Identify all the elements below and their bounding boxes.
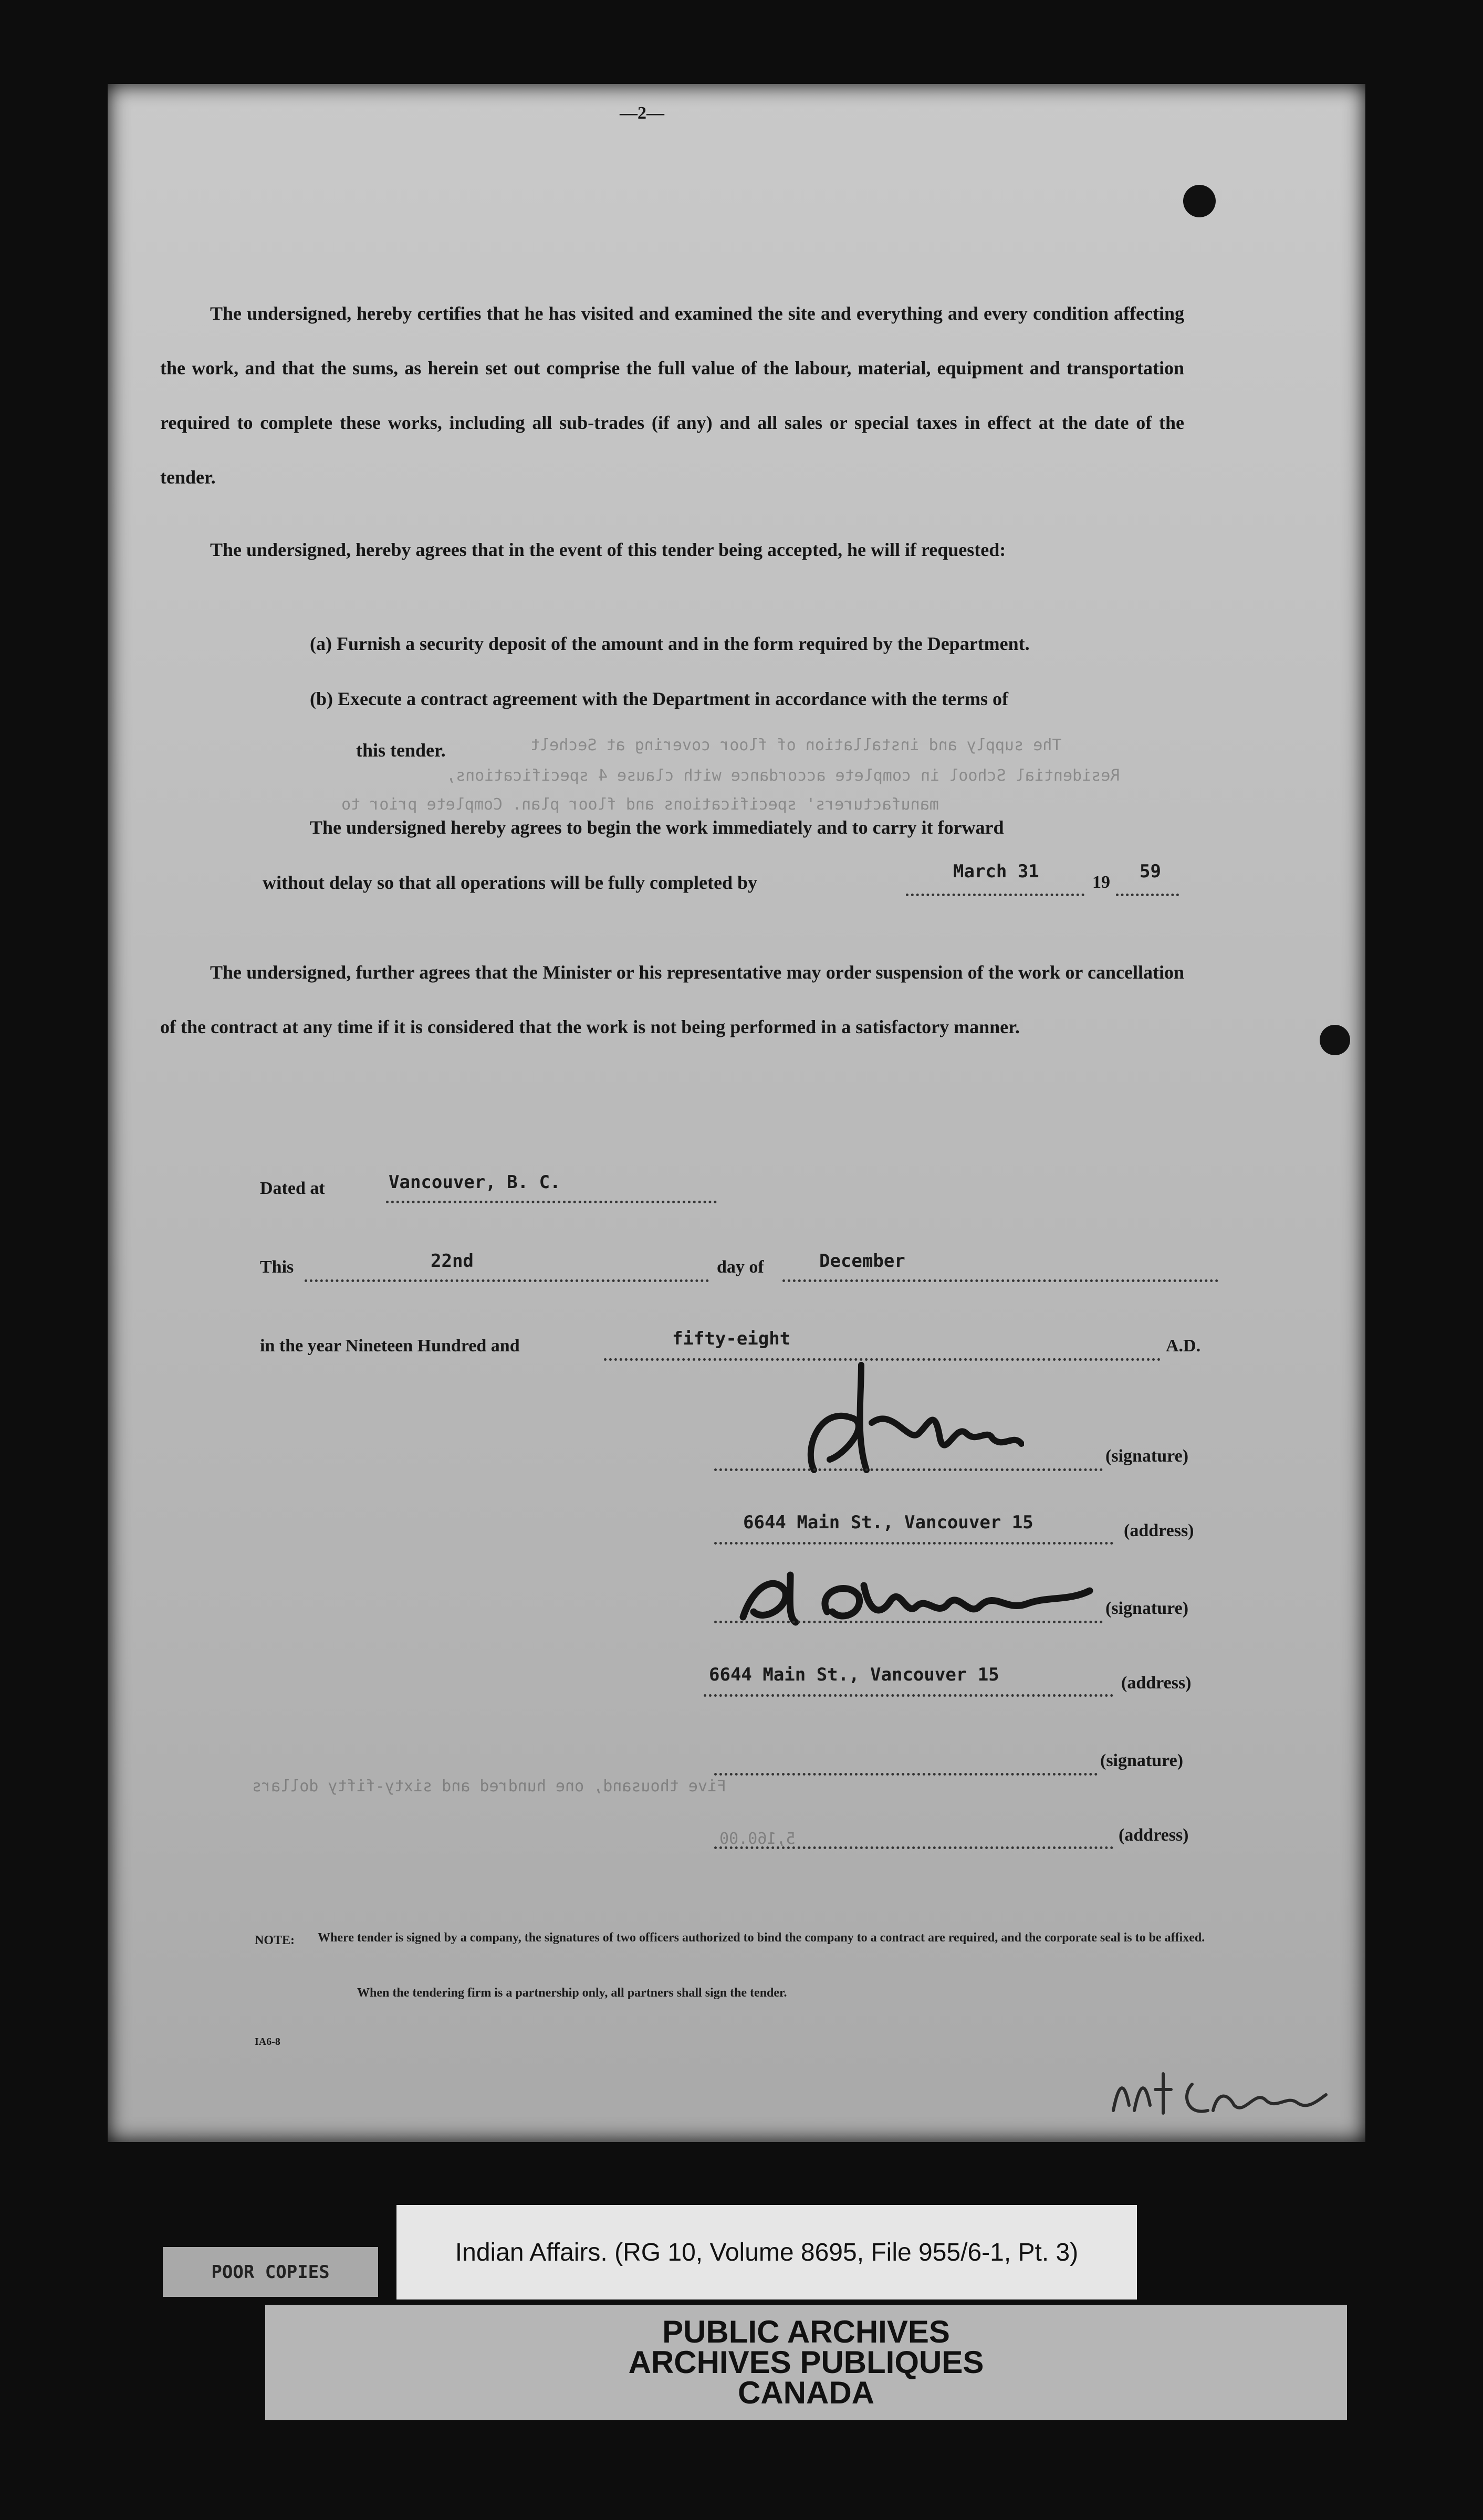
completion-year: 59 (1140, 861, 1161, 882)
form-code: IA6-8 (255, 2036, 280, 2048)
signature-line-1 (714, 1468, 1103, 1471)
address-line-3 (714, 1846, 1113, 1849)
signature-line-2 (714, 1621, 1103, 1623)
ad-label: A.D. (1166, 1336, 1201, 1356)
archive-reference-label: Indian Affairs. (RG 10, Volume 8695, File 955/6-1, Pt. 3) (396, 2205, 1137, 2300)
address-line-2 (704, 1694, 1113, 1697)
handwritten-signature-1 (782, 1344, 1024, 1486)
dated-place: Vancouver, B. C. (389, 1172, 561, 1193)
note-text: Where tender is signed by a company, the signatures of two officers authorized to bind the company to a contract are required, and the corporate seal is to be affixed. (318, 1931, 1205, 1945)
signature-label-1: (signature) (1105, 1446, 1189, 1466)
bleed-through-text: 5,160.00 (719, 1830, 796, 1848)
address-label-3: (address) (1119, 1825, 1189, 1845)
bleed-through-text: Five thousand, one hundred and sixty-fifty dollars (252, 1777, 727, 1796)
archives-line-1: PUBLIC ARCHIVES (662, 2314, 950, 2349)
archives-line-3: CANADA (738, 2375, 874, 2410)
certification-paragraph: The undersigned, hereby certifies that he has visited and examined the site and everything and every condition affecting the work, and that the sums, as herein set out comprise the full value of the labour, material, equipment and transportation required to complete these works, including all sub-trades (if any) and all sales or special taxes in effect at the date of the tender. (160, 303, 1184, 488)
year-label: in the year Nineteen Hundred and (260, 1336, 520, 1356)
clause-b-continued: this tender. (356, 740, 446, 761)
clause-a: (a) Furnish a security deposit of the amount and in the form required by the Department. (310, 633, 1030, 654)
address-label-2: (address) (1121, 1673, 1192, 1693)
punch-hole (1183, 185, 1216, 217)
address-2: 6644 Main St., Vancouver 15 (709, 1664, 999, 1685)
clause-b: (b) Execute a contract agreement with the Department in accordance with the terms of (310, 688, 1008, 709)
agreement-paragraph: The undersigned, hereby agrees that in the event of this tender being accepted, he will if requested: (210, 539, 1006, 560)
handwritten-margin-note (1108, 2063, 1329, 2126)
this-label: This (260, 1257, 294, 1277)
dated-month: December (819, 1251, 905, 1272)
dated-at-label: Dated at (260, 1179, 325, 1198)
day-of-label: day of (717, 1257, 764, 1277)
bleed-through-text: The supply and installation of floor covering at Sechelt (530, 736, 1062, 754)
bleed-through-text: Residential School in complete accordance with clause 4 specifications, (446, 766, 1120, 785)
commencement-line-2: without delay so that all operations will be fully completed by (263, 872, 758, 893)
completion-year-line (1116, 894, 1179, 896)
address-line-1 (714, 1542, 1113, 1545)
punch-hole (1320, 1025, 1350, 1055)
handwritten-signature-2 (733, 1554, 1100, 1638)
address-1: 6644 Main St., Vancouver 15 (743, 1512, 1033, 1533)
completion-date: March 31 (953, 861, 1039, 882)
day-line (305, 1279, 709, 1282)
dated-year-words: fifty-eight (672, 1328, 791, 1349)
signature-label-3: (signature) (1100, 1751, 1184, 1770)
archives-line-2: ARCHIVES PUBLIQUES (628, 2345, 984, 2380)
dated-day: 22nd (431, 1251, 474, 1272)
suspension-paragraph: The undersigned, further agrees that the Minister or his representative may order suspension of the work or cancellation of the contract at any time if it is considered that the work is not being performed in a satisfactory manner. (160, 962, 1184, 1037)
commencement-line-1: The undersigned hereby agrees to begin the work immediately and to carry it forward (310, 817, 1004, 838)
dated-at-line (386, 1201, 717, 1203)
partnership-note: When the tendering firm is a partnership only, all partners shall sign the tender. (357, 1986, 787, 2000)
bleed-through-text: manufacturers' specifications and floor plan. Complete prior to (341, 795, 939, 814)
page-number: —2— (620, 103, 664, 123)
poor-copies-stamp: POOR COPIES (163, 2247, 378, 2297)
completion-century: 19 (1092, 873, 1110, 892)
public-archives-stamp (265, 2305, 1347, 2420)
note-prefix: NOTE: (255, 1934, 295, 1947)
address-label-1: (address) (1124, 1521, 1194, 1540)
completion-date-line (906, 894, 1084, 896)
signature-label-2: (signature) (1105, 1599, 1189, 1618)
signature-line-3 (714, 1773, 1098, 1776)
month-line (782, 1279, 1218, 1282)
